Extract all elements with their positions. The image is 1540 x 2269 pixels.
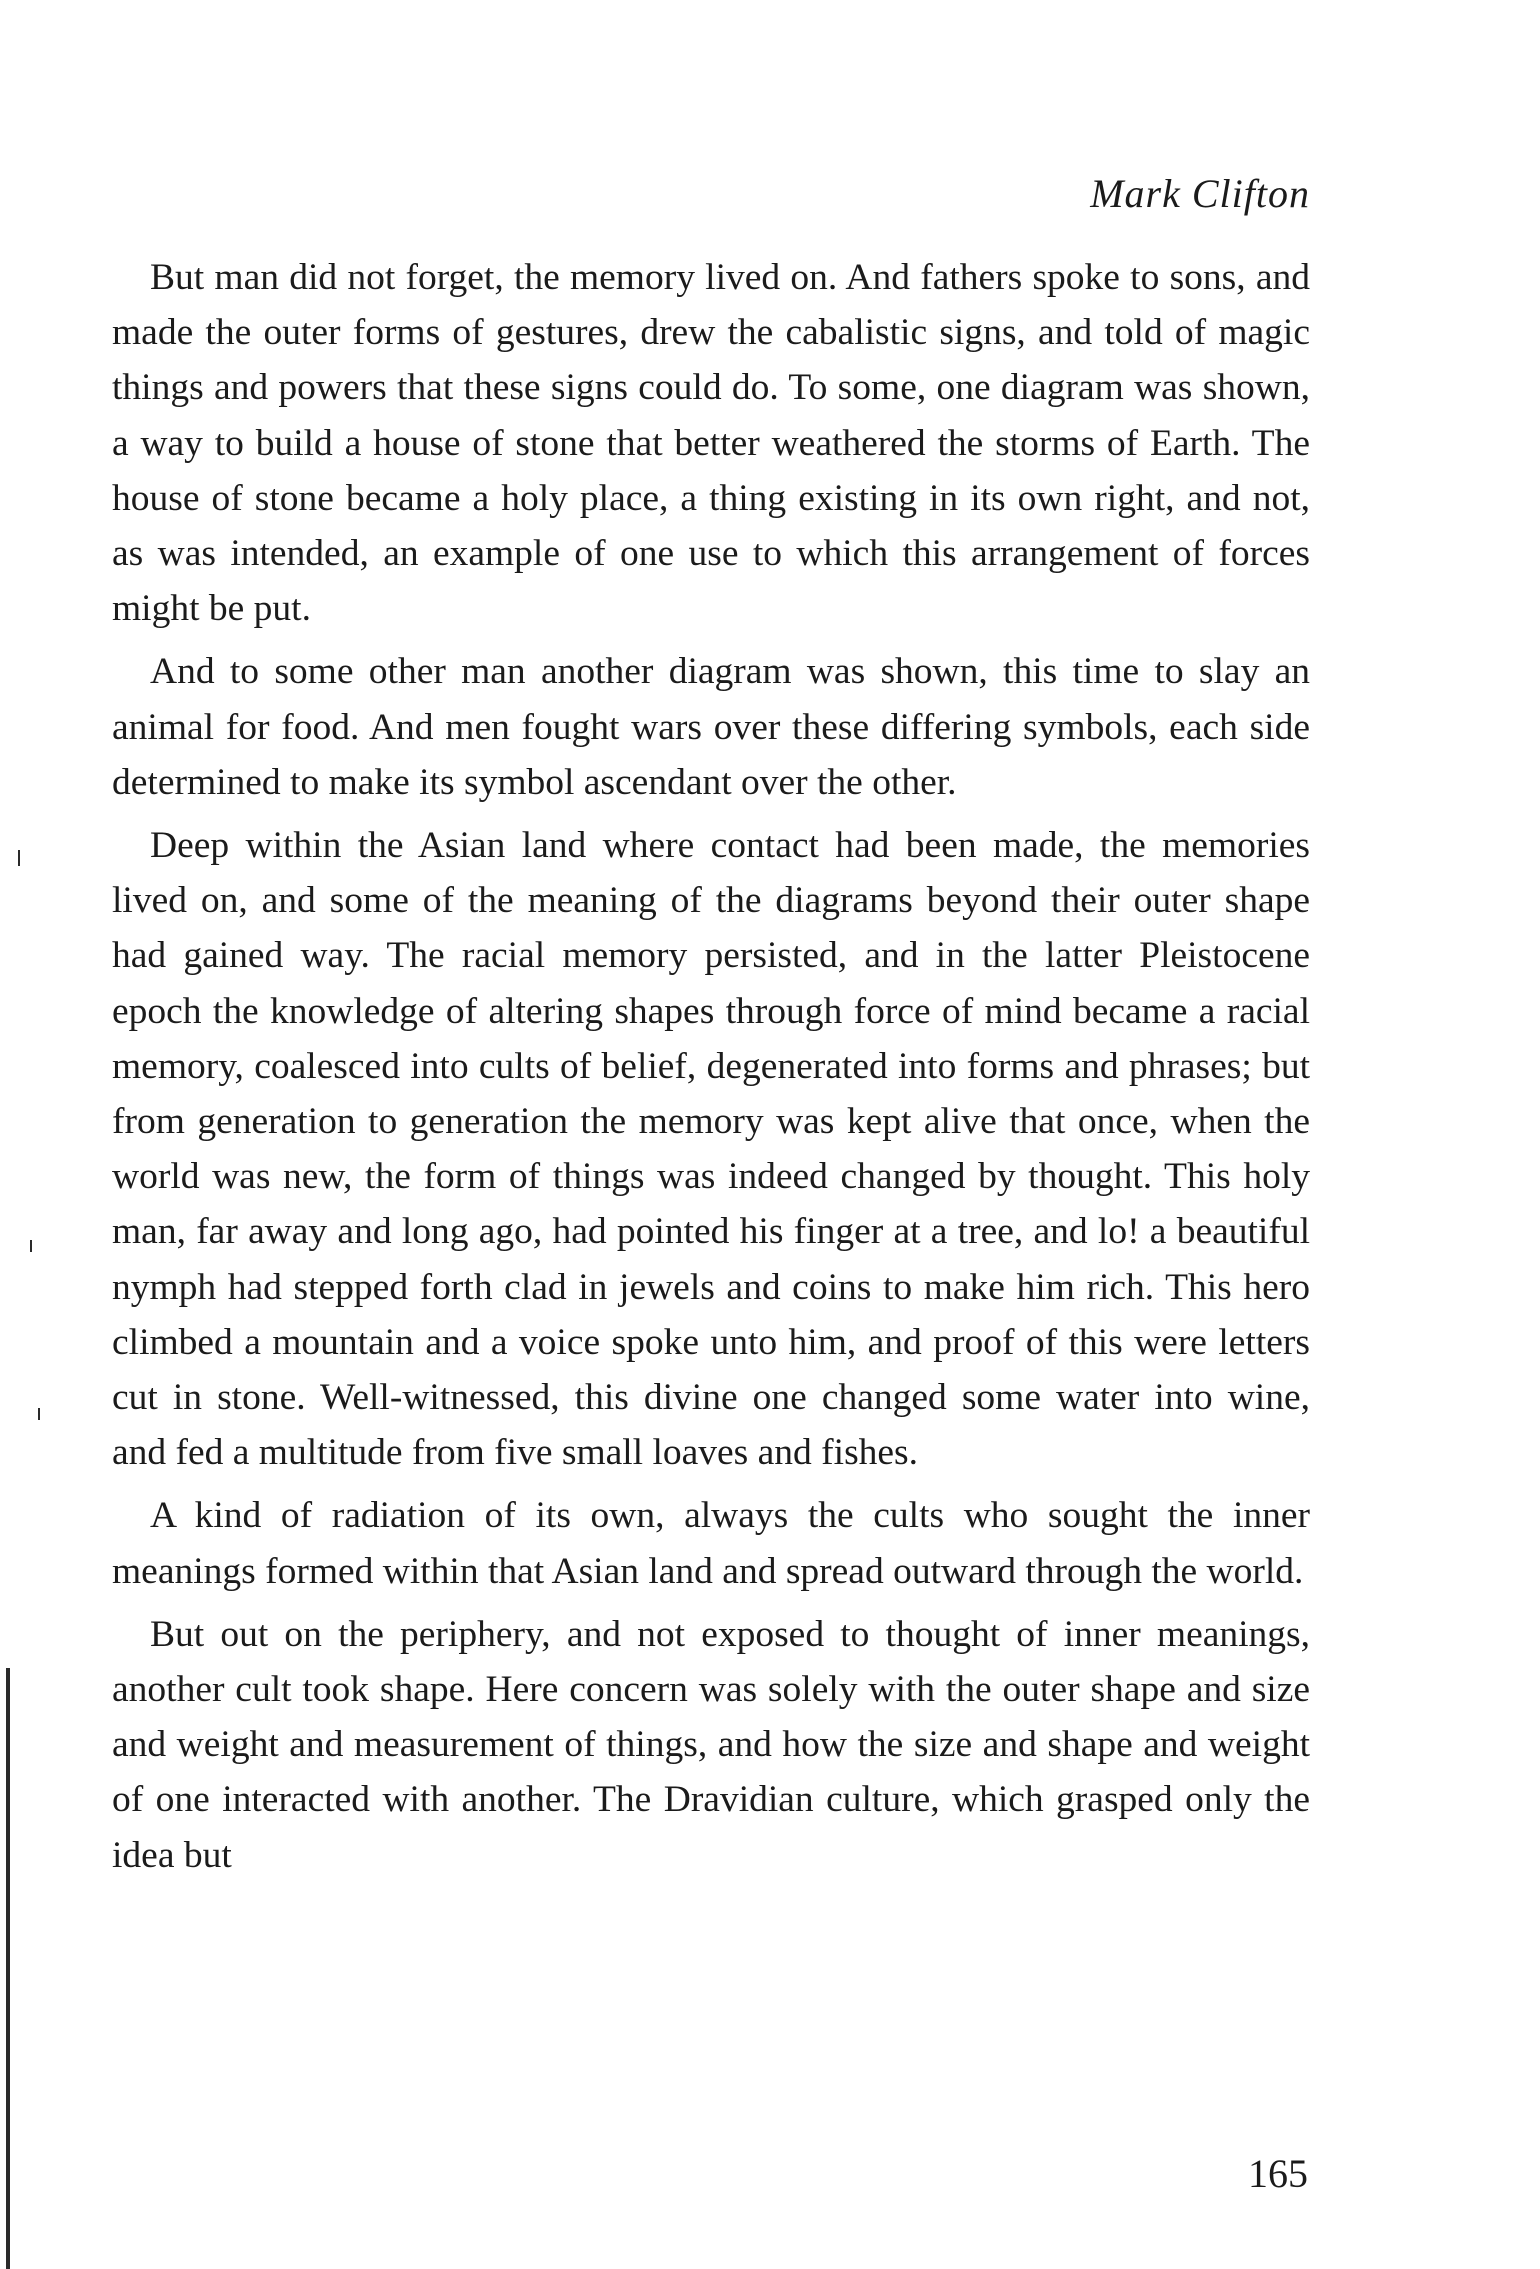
paragraph-5: But out on the periphery, and not exposed to thought of inner meanings, another cult took shape. Here concern was solely with the outer shape and size and weight and measurement of things, and how the size and shape and weight of one interacted with another. The Dravidian culture, which grasped only the idea but xyxy=(112,1613,1310,1876)
paragraph-1: But man did not forget, the memory lived on. And fathers spoke to sons, and made the outer forms of gestures, drew the cabalistic signs, and told of magic things and powers that these signs could do. To some, one diagram was shown, a way to build a house of stone that better weathered the storms of Earth. The house of stone became a holy place, a thing existing in its own right, and not, as was intended, an example of one use to which this arrangement of forces might be put. xyxy=(112,257,1310,630)
paragraph-3: Deep within the Asian land where contact had been made, the memories lived on, and some of the meaning of the diagrams beyond their outer shape had gained way. The racial memory persisted, and in the latter Pleistocene epoch the knowledge of altering shapes through force of mind became a racial memory, coalesced into cults of belief, degenerated into forms and phrases; but from generation to generation the memory was kept alive that once, when the world was new, the form of things was indeed changed by thought. This holy man, far away and long ago, had pointed his finger at a tree, and lo! a beautiful nymph had stepped forth clad in jewels and coins to make him rich. This hero climbed a mountain and a voice spoke unto him, and proof of this were letters cut in stone. Well-witnessed, this divine one changed some water into wine, and fed a multitude from five small loaves and fishes. xyxy=(112,825,1310,1474)
paragraph-2: And to some other man another diagram was shown, this time to slay an animal for food. And men fought wars over these differing symbols, each side determined to make its symbol ascendant over the other. xyxy=(112,651,1310,803)
scan-speck xyxy=(38,1408,40,1420)
running-head-author: Mark Clifton xyxy=(1090,171,1310,216)
body-text xyxy=(112,250,1310,1891)
page-number: 165 xyxy=(1248,2151,1308,2196)
scan-speck xyxy=(30,1240,32,1252)
scan-speck xyxy=(18,850,20,866)
scan-edge-line xyxy=(6,1668,10,2269)
paragraph-4: A kind of radiation of its own, always the cults who sought the inner meanings formed within that Asian land and spread outward through the world. xyxy=(112,1495,1310,1592)
